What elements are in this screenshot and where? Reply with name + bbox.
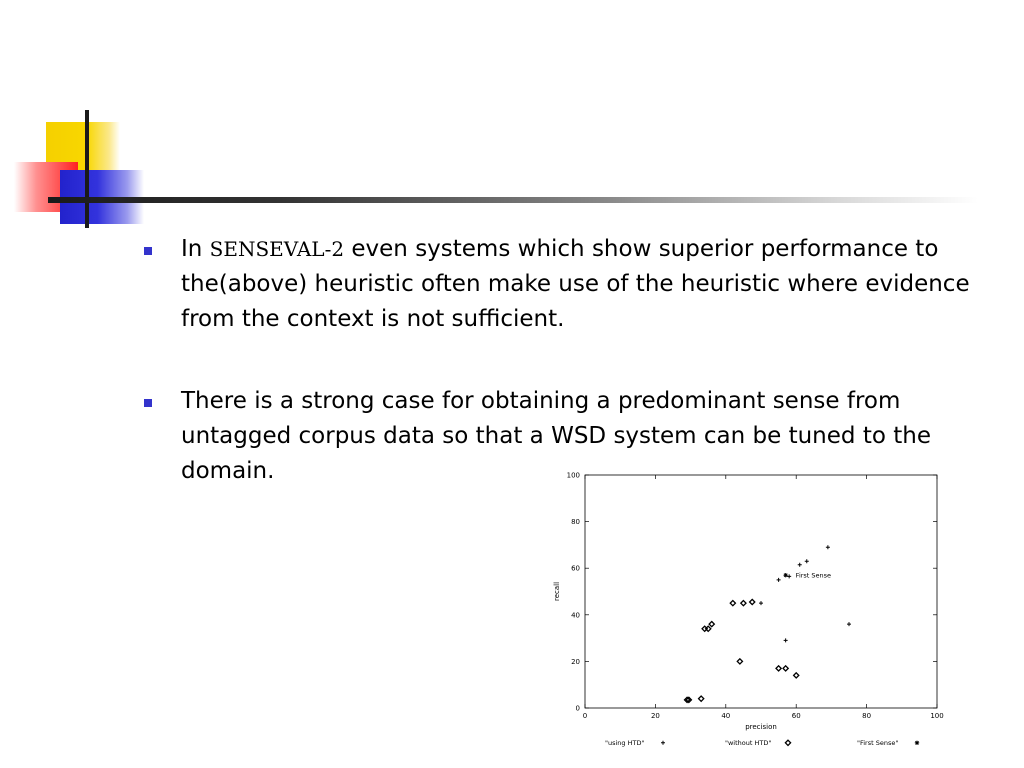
legend-label: "without HTD" xyxy=(725,739,772,747)
x-tick-label: 100 xyxy=(930,712,944,720)
data-point-series-0 xyxy=(784,638,788,642)
precision-recall-scatter-chart xyxy=(545,466,965,756)
senseval-term: SENSEVAL-2 xyxy=(209,237,345,261)
data-point-series-1 xyxy=(737,659,742,664)
x-tick-label: 60 xyxy=(791,712,801,720)
data-point-series-0 xyxy=(805,559,809,563)
data-point-series-1 xyxy=(730,601,735,606)
x-tick-label: 20 xyxy=(650,712,660,720)
y-tick-label: 80 xyxy=(571,518,580,527)
x-axis-label: precision xyxy=(745,723,777,731)
data-point-series-0 xyxy=(826,545,830,549)
bullet-text-rest: even systems which show superior performance to the(above) heuristic often make use of the heuristic where evidence from the context is not sufficient. xyxy=(181,236,970,332)
y-tick-label: 60 xyxy=(571,564,580,573)
data-point-series-1 xyxy=(776,666,781,671)
data-point-series-1 xyxy=(750,599,755,604)
legend-marker xyxy=(661,741,665,745)
y-tick-label: 0 xyxy=(575,704,580,713)
bullet-icon xyxy=(144,399,152,407)
plot-frame xyxy=(585,475,937,708)
y-tick-label: 40 xyxy=(571,611,580,620)
x-tick-label: 80 xyxy=(862,712,872,720)
bullet-text: There is a strong case for obtaining a predominant sense from untagged corpus data so that a WSD system can be tuned to the domain. xyxy=(181,388,931,484)
data-point-series-1 xyxy=(699,696,704,701)
x-tick-label: 0 xyxy=(582,712,588,720)
vertical-rule xyxy=(85,110,89,228)
x-tick-label: 40 xyxy=(721,712,731,720)
y-axis-label: recall xyxy=(553,581,561,602)
bullet-item-senseval xyxy=(140,232,1000,337)
data-point-series-0 xyxy=(759,601,763,605)
legend-marker xyxy=(915,741,919,745)
title-decoration xyxy=(0,0,1024,240)
data-point-series-1 xyxy=(706,626,711,631)
data-point-series-1 xyxy=(709,622,714,627)
data-point-series-0 xyxy=(777,578,781,582)
bullet-text-prefix: In xyxy=(181,236,210,262)
y-tick-label: 100 xyxy=(566,471,580,480)
data-point-series-2 xyxy=(783,573,787,577)
data-point-series-1 xyxy=(794,673,799,678)
data-point-series-0 xyxy=(847,622,851,626)
annotation-label: First Sense xyxy=(795,571,832,580)
data-point-series-1 xyxy=(783,666,788,671)
data-point-series-0 xyxy=(798,563,802,567)
y-tick-label: 20 xyxy=(571,657,580,666)
legend-label: "using HTD" xyxy=(605,739,645,747)
bullet-icon xyxy=(144,247,152,255)
horizontal-rule xyxy=(48,197,978,203)
legend-marker xyxy=(785,740,790,745)
legend-label: "First Sense" xyxy=(857,739,899,747)
data-point-series-1 xyxy=(741,601,746,606)
